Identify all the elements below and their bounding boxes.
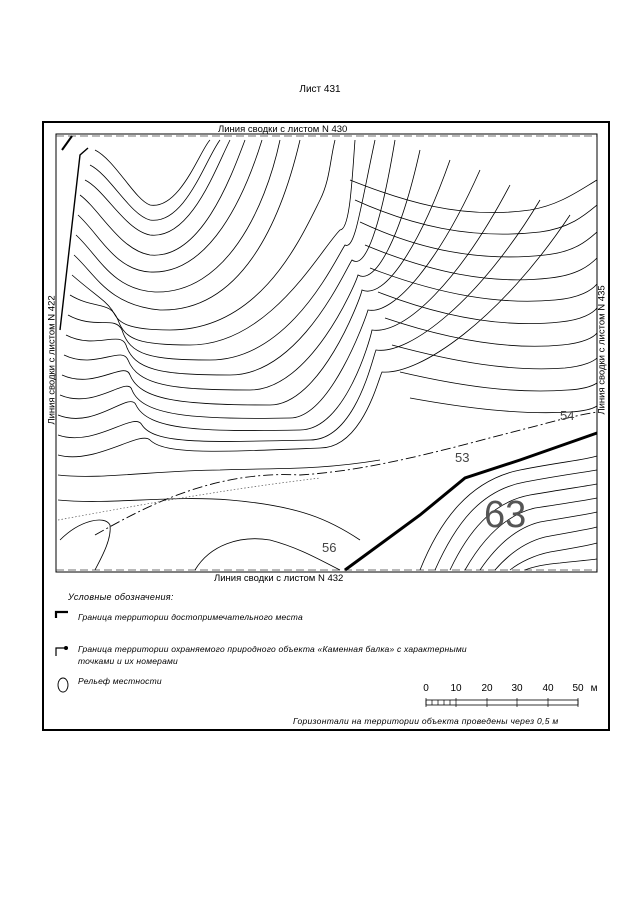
- sheet-title: Лист 431: [299, 84, 341, 95]
- scale-tick-40: 40: [542, 683, 554, 694]
- boundary-point-icon: [64, 646, 68, 650]
- right-sheet-label: Линия сводки с листом N 435: [596, 285, 608, 415]
- scale-tick-0: 0: [423, 683, 429, 694]
- contour-interval-note: Горизонтали на территории объекта проведены через 0,5 м: [293, 716, 559, 726]
- contour: [525, 559, 597, 570]
- contour: [392, 345, 597, 369]
- contour: [58, 499, 360, 540]
- contour: [70, 140, 355, 345]
- contour: [58, 200, 540, 441]
- contour: [60, 170, 480, 418]
- contour: [62, 160, 450, 405]
- map-number-54: 54: [560, 408, 575, 423]
- legend-title: Условные обозначения:: [68, 592, 174, 602]
- map-number-53: 53: [455, 450, 470, 465]
- contour: [378, 292, 597, 324]
- top-sheet-label: Линия сводки с листом N 430: [218, 124, 348, 135]
- scale-tick-50: 50: [572, 683, 584, 694]
- legend-symbols: [52, 608, 74, 708]
- contour: [385, 318, 597, 346]
- left-sheet-label: Линия сводки с листом N 422: [46, 295, 58, 425]
- contour: [85, 140, 230, 235]
- contour: [58, 185, 510, 431]
- landmark-boundary-icon: [56, 612, 68, 618]
- contour: [510, 543, 597, 570]
- scale-tick-30: 30: [511, 683, 523, 694]
- contour: [90, 140, 220, 220]
- contour: [58, 215, 570, 457]
- contour: [195, 539, 340, 570]
- contour: [400, 372, 597, 391]
- legend-item-landmark: Граница территории достопримечательного места: [78, 612, 303, 622]
- bottom-sheet-label: Линия сводки с листом N 432: [214, 573, 344, 584]
- map-number-56: 56: [322, 540, 337, 555]
- scale-tick-20: 20: [481, 683, 493, 694]
- scale-bar: [420, 695, 590, 711]
- contour: [370, 268, 597, 301]
- contour: [60, 520, 110, 570]
- legend-item-protected-line1: Граница территории охраняемого природного объекта «Каменная балка» с характерными: [78, 644, 467, 654]
- scale-tick-10: 10: [450, 683, 462, 694]
- contour: [365, 245, 597, 280]
- contour: [58, 460, 380, 476]
- legend-item-relief: Рельеф местности: [78, 676, 162, 686]
- scale-unit: м: [590, 683, 598, 694]
- map-number-large: 63: [484, 494, 527, 536]
- contour: [95, 140, 210, 205]
- relief-icon: [58, 678, 68, 692]
- contour: [76, 140, 280, 292]
- legend-item-protected-line2: точками и их номерами: [78, 656, 178, 666]
